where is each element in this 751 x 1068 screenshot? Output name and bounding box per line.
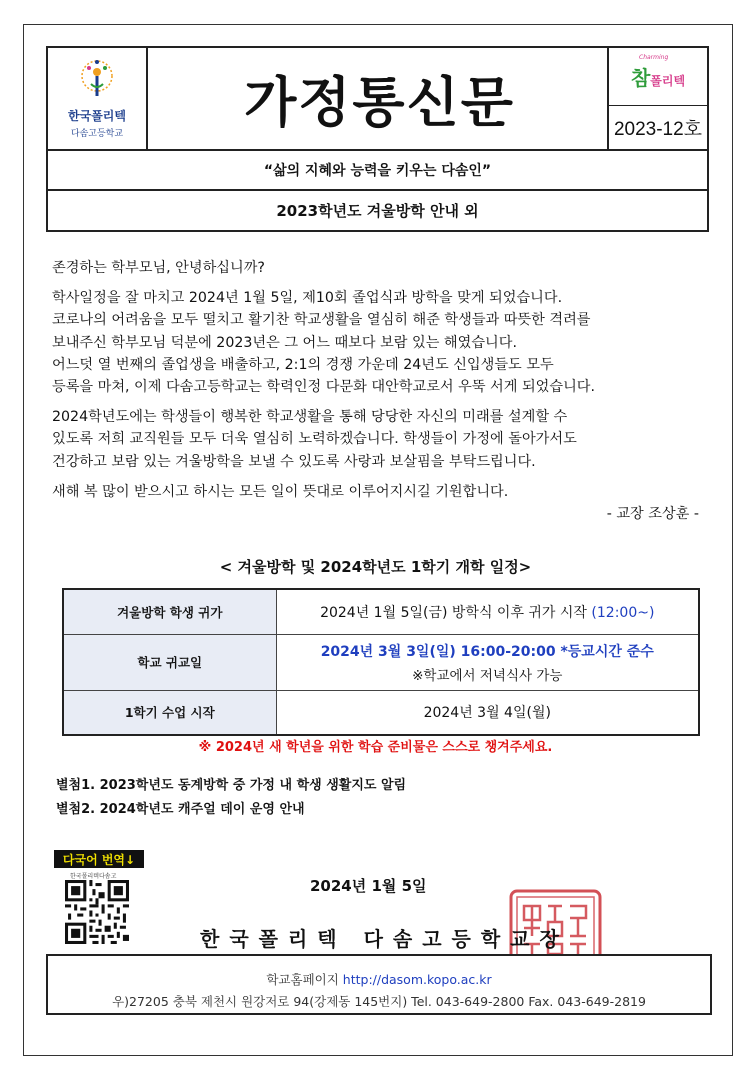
paragraph-line: 학사일정을 잘 마치고 2024년 1월 5일, 제10회 졸업식과 방학을 맞게 되었습니다. (52, 290, 563, 307)
row-label: 1학기 수업 시작 (63, 690, 276, 735)
school-motto: “삶의 지혜와 능력을 키우는 다솜인” (48, 151, 707, 191)
paragraph-line: 2024학년도에는 학생들이 행복한 학교생활을 통해 당당한 자신의 미래를 설계할 수 (52, 409, 568, 426)
greeting: 존경하는 학부모님, 안녕하십니까? (52, 260, 265, 276)
homepage-line (48, 970, 710, 988)
row-value: 2024년 3월 4일(월) (276, 690, 699, 735)
attachment-1: 별첨1. 2023학년도 동계방학 중 가정 내 학생 생활지도 알림 (56, 778, 407, 793)
schedule-title: < 겨울방학 및 2024학년도 1학기 개학 일정> (219, 558, 532, 576)
document-title: 가정통신문 (148, 48, 611, 151)
qr-caption: 한국폴리텍다솜고 (70, 873, 117, 880)
address-line: 우)27205 충북 제천시 원강저로 94(강제동 145번지) Tel. 043-649-2800 Fax. 043-649-2819 (112, 994, 646, 1009)
attachment-2: 별첨2. 2024학년도 캐주얼 데이 운영 안내 (56, 802, 305, 817)
contact-box (46, 954, 712, 1015)
letter-body (52, 257, 707, 525)
table-row (63, 690, 699, 735)
brand-text (631, 62, 685, 91)
paragraph-line: 건강하고 보람 있는 겨울방학을 보낼 수 있도록 사랑과 보살핌을 부탁드립니다. (52, 453, 536, 470)
schedule-table (62, 588, 700, 736)
brand-rest: 폴리텍 (650, 74, 686, 88)
document-subject: 2023학년도 겨울방학 안내 외 (276, 202, 479, 220)
brand-logo (609, 48, 707, 106)
header-right-panel (607, 48, 707, 151)
return-date: 2024년 3월 3일(일) 16:00-20:00 *등교시간 준수 (320, 643, 654, 660)
school-logo (48, 48, 148, 151)
table-row (63, 589, 699, 634)
issue-number: 2023-12호 (613, 119, 703, 140)
logo-subtitle: 다솜고등학교 (70, 129, 124, 139)
header-box (46, 46, 709, 232)
notice-text: ※ 2024년 새 학년을 위한 학습 준비물은 스스로 챙겨주세요. (198, 740, 553, 755)
paragraph-line: 코로나의 어려움을 모두 떨치고 활기찬 학교생활을 열심히 해준 학생들과 따뜻한 격려를 (52, 312, 591, 329)
row-value-time: (12:00~) (591, 604, 655, 621)
table-row (63, 634, 699, 690)
return-note: ※학교에서 저녁식사 가능 (412, 667, 563, 684)
row-value (276, 634, 699, 690)
logo-name: 한국폴리텍 (68, 109, 126, 123)
paragraph-line: 보내주신 학부모님 덕분에 2023년은 그 어느 때보다 보람 있는 해였습니다. (52, 334, 517, 351)
row-value (276, 589, 699, 634)
row-label: 겨울방학 학생 귀가 (63, 589, 276, 634)
paragraph-line: 어느덧 열 번째의 졸업생을 배출하고, 2:1의 경쟁 가운데 24년도 신입생들도 모두 (52, 356, 554, 373)
paragraph-line: 있도록 저희 교직원들 모두 더욱 열심히 노력하겠습니다. 학생들이 가정에 돌아가서도 (52, 431, 577, 448)
homepage-link[interactable]: http://dasom.kopo.ac.kr (342, 972, 492, 987)
closing-line: 새해 복 많이 받으시고 하시는 모든 일이 뜻대로 이루어지시길 기원합니다. (52, 483, 509, 500)
principal-signature: - 교장 조상훈 - (606, 506, 699, 523)
paragraph-line: 등록을 마쳐, 이제 다솜고등학교는 학력인정 다문화 대안학교로서 우뚝 서게 되었습니다. (52, 379, 595, 396)
translation-badge: 다국어 번역↓ (54, 850, 144, 868)
school-name: 한국폴리텍 다솜고등학교장 (200, 927, 569, 951)
row-value-text: 2024년 1월 5일(금) 방학식 이후 귀가 시작 (320, 604, 592, 621)
row-label: 학교 귀교일 (63, 634, 276, 690)
issue-date: 2024년 1월 5일 (310, 877, 427, 895)
brand-tagline: Charming (639, 54, 669, 61)
polytech-logo-icon (77, 58, 117, 104)
homepage-label: 학교홈페이지 (266, 972, 343, 987)
qr-code-icon[interactable] (65, 880, 129, 944)
brand-main: 참 (630, 66, 651, 90)
